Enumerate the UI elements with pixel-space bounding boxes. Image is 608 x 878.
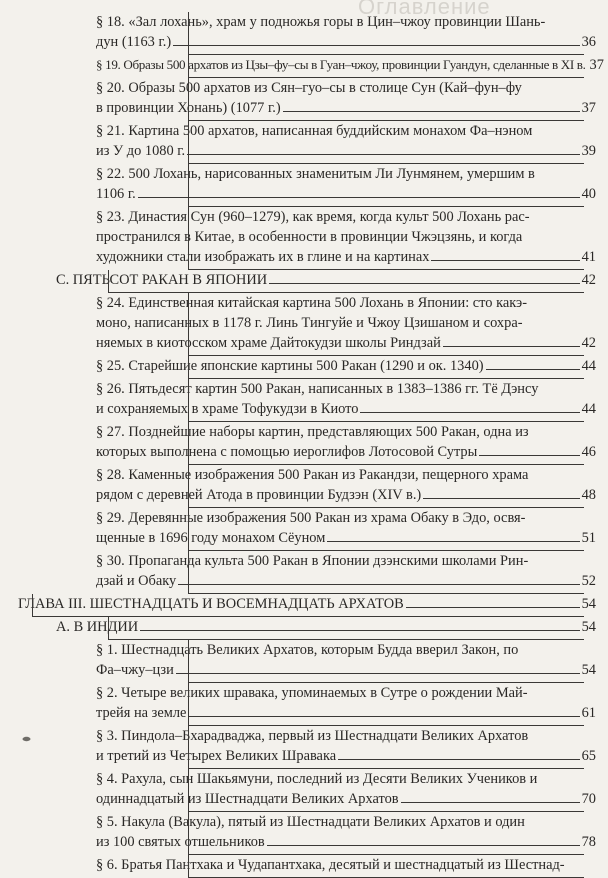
toc-entry-title: одиннадцатый из Шестнадцати Великих Архатов	[96, 791, 399, 807]
toc-entry[interactable]	[0, 78, 608, 121]
toc-entry-line: § 4. Рахула, сын Шакьямуни, последний из Десяти Великих Учеников и	[96, 771, 538, 787]
toc-entry-box	[96, 508, 596, 551]
ink-speck-icon	[22, 736, 31, 742]
toc-entry-title: и сохраняемых в храме Тофукудзи в Киото	[96, 401, 359, 417]
toc-entry-line: § 24. Единственная китайская картина 500 Лохань в Японии: сто какэ-	[96, 295, 528, 311]
entry-left-border	[188, 683, 189, 726]
page-number: 51	[581, 530, 596, 546]
toc-entry-box	[96, 422, 596, 465]
toc-entry-box	[96, 465, 596, 508]
entry-left-border	[188, 855, 189, 878]
toc-entry-last-line	[96, 184, 596, 204]
toc-entry-last-line	[96, 32, 596, 52]
leader-line	[267, 845, 580, 846]
toc-entry-box	[96, 356, 596, 379]
toc-entry-title: которых выполнена с помощью иероглифов Лотосовой Сутры	[96, 444, 478, 460]
toc-entry[interactable]	[0, 508, 608, 551]
toc-entry-box	[96, 379, 596, 422]
page-number: 36	[581, 34, 596, 50]
entry-left-border	[188, 726, 189, 769]
leader-line	[327, 541, 579, 542]
entry-left-border	[188, 207, 189, 270]
toc-entry-title: из У до 1080 г.	[96, 143, 186, 159]
page-number: 52	[581, 573, 596, 589]
leader-line	[431, 260, 579, 261]
toc-entry-line: § 3. Пиндола–Бхарадваджа, первый из Шестнадцати Великих Архатов	[96, 728, 529, 744]
toc-entry-box	[96, 726, 596, 769]
toc-entry-line: моно, написанных в 1178 г. Линь Тингуйе и Чжоу Цзишаном и сохра-	[96, 315, 523, 331]
toc-entry-title: дзай и Обаку	[96, 573, 177, 589]
leader-line	[401, 802, 580, 803]
toc-entry-last-line	[96, 485, 596, 505]
toc-entry-last-line	[96, 98, 596, 118]
entry-left-border	[108, 617, 109, 640]
toc-entry-last-line	[96, 442, 596, 462]
toc-entry-title: ГЛАВА III. ШЕСТНАДЦАТЬ И ВОСЕМНАДЦАТЬ АРХАТОВ	[18, 596, 404, 612]
toc-entry-box	[96, 121, 596, 164]
entry-left-border	[188, 769, 189, 812]
toc-entry-box	[96, 683, 596, 726]
toc-entry-box	[96, 164, 596, 207]
page-number: 42	[581, 272, 596, 288]
toc-entry-box	[18, 594, 596, 617]
toc-entry-line: § 23. Династия Сун (960–1279), как время, когда культ 500 Лохань рас-	[96, 209, 530, 225]
toc-entry[interactable]	[0, 422, 608, 465]
toc-entry-last-line	[96, 333, 596, 353]
toc-entry-last-line	[96, 746, 596, 766]
toc-entry-box	[96, 812, 596, 855]
toc-entry[interactable]	[0, 551, 608, 594]
entry-left-border	[188, 508, 189, 551]
page-number: 42	[581, 335, 596, 351]
leader-line	[178, 584, 579, 585]
toc-entry-last-line	[96, 356, 596, 376]
leader-line	[486, 369, 580, 370]
toc-entry[interactable]	[0, 683, 608, 726]
toc-entry-line: § 29. Деревянные изображения 500 Ракан из храма Обаку в Эдо, освя-	[96, 510, 526, 526]
page-number: 54	[581, 596, 596, 612]
entry-left-border	[188, 640, 189, 683]
leader-line	[338, 759, 580, 760]
toc-entry[interactable]	[0, 465, 608, 508]
toc-entry-title: 1106 г.	[96, 186, 136, 202]
toc-entry-box	[56, 617, 596, 640]
toc-entry-box	[96, 293, 596, 356]
toc-entry[interactable]	[0, 293, 608, 356]
entry-left-border	[188, 422, 189, 465]
toc-entry[interactable]	[0, 640, 608, 683]
toc-entry-title: A. В ИНДИИ	[56, 619, 139, 635]
toc-entry-last-line	[96, 399, 596, 419]
page-number: 39	[581, 143, 596, 159]
toc-entry-last-line	[56, 270, 596, 290]
page-number: 44	[581, 401, 596, 417]
faded-header-text: Оглавление	[358, 0, 491, 19]
toc-entry-line: § 27. Позднейшие наборы картин, представляющих 500 Ракан, одна из	[96, 424, 529, 440]
toc-entry-title: щенные в 1696 году монахом Сёуном	[96, 530, 326, 546]
toc-entry-line: § 2. Четыре великих шравака, упоминаемых в Сутре о рождении Май-	[96, 685, 528, 701]
toc-entry-title: трейя на земле	[96, 705, 187, 721]
page-number: 37	[581, 100, 596, 116]
toc-entry-title: в провинции Хонань) (1077 г.)	[96, 100, 281, 116]
toc-entry-box	[96, 12, 596, 55]
leader-line	[140, 630, 579, 631]
page-number: 54	[581, 619, 596, 635]
page-number: 37	[589, 57, 604, 73]
entry-left-border	[188, 465, 189, 508]
toc-entry-last-line	[96, 832, 596, 852]
page-number: 65	[581, 748, 596, 764]
toc-entry-title: § 25. Старейшие японские картины 500 Ракан (1290 и ок. 1340)	[96, 358, 484, 374]
toc-entry-line: § 6. Братья Пантхака и Чудапантхака, десятый и шестнадцатый из Шестнад-	[96, 857, 565, 873]
toc-entry-box	[96, 78, 596, 121]
entry-left-border	[188, 379, 189, 422]
toc-entry-last-line	[96, 141, 596, 161]
toc-entry-last-line	[96, 703, 596, 723]
toc-entry-last-line	[96, 660, 596, 680]
toc-entry[interactable]	[0, 812, 608, 855]
toc-entry-title: художники стали изображать их в глине и на картинах	[96, 249, 430, 265]
toc-entry-last-line	[96, 789, 596, 809]
toc-entry-line: § 20. Образы 500 архатов из Сян–гуо–сы в столице Сун (Кай–фун–фу	[96, 80, 522, 96]
leader-line	[187, 154, 579, 155]
leader-line	[423, 498, 579, 499]
toc-entry[interactable]	[0, 121, 608, 164]
leader-line	[173, 45, 579, 46]
leader-line	[443, 346, 580, 347]
toc-entry[interactable]	[0, 270, 608, 293]
toc-entry[interactable]	[0, 12, 608, 55]
entry-left-border	[188, 121, 189, 164]
toc-entry-line: § 26. Пятьдесят картин 500 Ракан, написанных в 1383–1386 гг. Тё Дэнсу	[96, 381, 539, 397]
toc-entry-line: § 18. «Зал лохань», храм у подножья горы в Цин–чжоу провинции Шань-	[96, 14, 546, 30]
entry-left-border	[188, 55, 189, 78]
toc-entry-last-line	[96, 55, 604, 75]
page-number: 40	[581, 186, 596, 202]
entry-left-border	[188, 164, 189, 207]
toc-entry[interactable]	[0, 207, 608, 270]
leader-line	[176, 673, 580, 674]
toc-entry-last-line	[56, 617, 596, 637]
toc-entry-title: Фа–чжу–цзи	[96, 662, 174, 678]
toc-entry[interactable]	[0, 164, 608, 207]
toc-entry-title: С. ПЯТЬСОТ РАКАН В ЯПОНИИ	[56, 272, 268, 288]
toc-entry[interactable]	[0, 855, 608, 878]
toc-entry-title: и третий из Четырех Великих Шравака	[96, 748, 337, 764]
leader-line	[406, 607, 580, 608]
entry-left-border	[188, 293, 189, 356]
toc-entry-line: § 5. Накула (Вакула), пятый из Шестнадцати Великих Архатов и один	[96, 814, 525, 830]
entry-left-border	[188, 356, 189, 379]
entry-left-border	[188, 812, 189, 855]
toc-entry-box	[96, 769, 596, 812]
page-number: 46	[581, 444, 596, 460]
toc-entry-line: § 28. Каменные изображения 500 Ракан из Ракандзи, пещерного храма	[96, 467, 529, 483]
toc-entry-last-line	[96, 571, 596, 591]
toc-entry-title: § 19. Образы 500 архатов из Цзы–фу–сы в Гуан–чжоу, провинции Гуандун, сделанные в XI в.	[96, 57, 586, 72]
toc-entry-last-line	[96, 247, 596, 267]
entry-left-border	[188, 12, 189, 55]
toc-entry[interactable]	[0, 379, 608, 422]
toc-entry-title: няемых в киотосском храме Дайтокудзи школы Риндзай	[96, 335, 441, 351]
page-number: 78	[581, 834, 596, 850]
toc-entry-line: пространился в Китае, в особенности в провинции Чжэцзянь, и когда	[96, 229, 523, 245]
entry-left-border	[32, 594, 33, 617]
table-of-contents	[0, 12, 608, 878]
toc-entry[interactable]	[0, 769, 608, 812]
toc-entry-title: дун (1163 г.)	[96, 34, 172, 50]
toc-entry-line: § 22. 500 Лохань, нарисованных знаменитым Ли Лунмянем, умершим в	[96, 166, 535, 182]
toc-entry-box	[96, 207, 596, 270]
leader-line	[188, 716, 579, 717]
toc-entry-title: из 100 святых отшельников	[96, 834, 265, 850]
toc-entry-line: § 1. Шестнадцать Великих Архатов, которым Будда вверил Закон, по	[96, 642, 519, 658]
toc-entry-last-line	[96, 528, 596, 548]
toc-entry-line: § 30. Пропаганда культа 500 Ракан в Японии дзэнскими школами Рин-	[96, 553, 529, 569]
toc-entry-title: рядом с деревней Атода в провинции Будзэн (XIV в.)	[96, 487, 422, 503]
entry-left-border	[108, 270, 109, 293]
entry-left-border	[188, 551, 189, 594]
toc-entry-box	[96, 640, 596, 683]
page-number: 54	[581, 662, 596, 678]
entry-left-border	[188, 78, 189, 121]
toc-entry[interactable]	[0, 617, 608, 640]
toc-entry-line: § 21. Картина 500 архатов, написанная буддийским монахом Фа–нэном	[96, 123, 533, 139]
toc-entry-box	[56, 270, 596, 293]
toc-entry[interactable]	[0, 55, 608, 78]
leader-line	[360, 412, 579, 413]
toc-entry-box	[96, 551, 596, 594]
leader-line	[138, 197, 580, 198]
toc-entry[interactable]	[0, 726, 608, 769]
toc-entry-last-line	[18, 594, 596, 614]
toc-entry-box	[96, 55, 604, 78]
page-number: 70	[581, 791, 596, 807]
toc-entry[interactable]	[0, 594, 608, 617]
page-number: 48	[581, 487, 596, 503]
page-number: 61	[581, 705, 596, 721]
leader-line	[269, 283, 579, 284]
page-number: 41	[581, 249, 596, 265]
leader-line	[283, 111, 580, 112]
page-number: 44	[581, 358, 596, 374]
toc-entry[interactable]	[0, 356, 608, 379]
toc-entry-box	[96, 855, 596, 878]
leader-line	[479, 455, 579, 456]
